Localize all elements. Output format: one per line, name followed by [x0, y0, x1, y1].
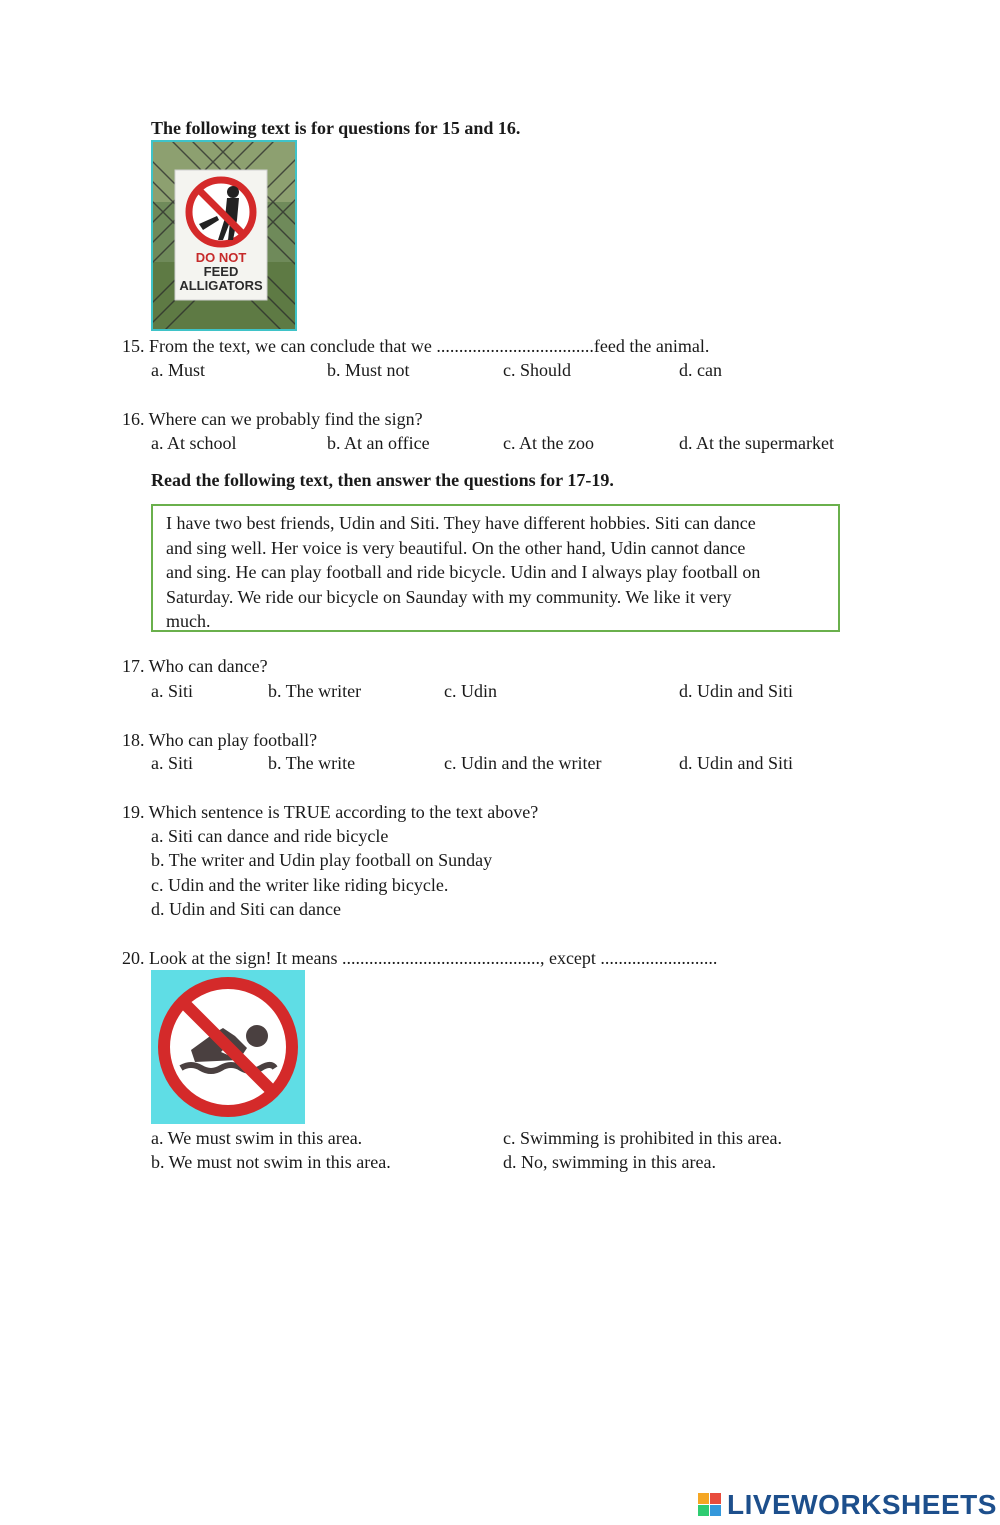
q17-option-b[interactable]: b. The writer [268, 681, 362, 701]
q20-option-c[interactable]: c. Swimming is prohibited in this area. [503, 1128, 782, 1148]
q19-option-c[interactable]: c. Udin and the writer like riding bicycle. [151, 875, 449, 895]
passage-line: much. [166, 611, 211, 631]
q17-option-c[interactable]: c. Udin [444, 681, 497, 701]
sign-line-1: DO NOT [195, 250, 247, 265]
q18-option-b[interactable]: b. The write [268, 753, 356, 773]
q19-option-b[interactable]: b. The writer and Udin play football on Sunday [151, 850, 493, 870]
q15-option-a[interactable]: a. Must [151, 360, 205, 380]
q19-option-d[interactable]: d. Udin and Siti can dance [151, 899, 341, 919]
question-17: 17. Who can dance? [122, 656, 268, 676]
q16-option-d[interactable]: d. At the supermarket [679, 433, 834, 453]
q15-option-b[interactable]: b. Must not [327, 360, 410, 380]
q19-option-a[interactable]: a. Siti can dance and ride bicycle [151, 826, 389, 846]
passage-line: and sing. He can play football and ride bicycle. Udin and I always play football on [166, 562, 761, 582]
q16-option-b[interactable]: b. At an office [327, 433, 430, 453]
question-16: 16. Where can we probably find the sign? [122, 409, 423, 429]
question-15: 15. From the text, we can conclude that we ...................................feed the animal. [122, 336, 710, 356]
q17-option-a[interactable]: a. Siti [151, 681, 194, 701]
q15-option-c[interactable]: c. Should [503, 360, 572, 380]
logo-text: LIVEWORKSHEETS [727, 1489, 997, 1520]
passage-line: and sing well. Her voice is very beautiful. On the other hand, Udin cannot dance [166, 538, 746, 558]
no-swimming-sign [151, 970, 305, 1124]
sign-line-3: ALLIGATORS [179, 278, 263, 293]
reading-passage-box [151, 504, 840, 632]
liveworksheets-logo[interactable] [697, 1489, 997, 1520]
no-feeding-sign-photo [151, 140, 297, 331]
q18-option-c[interactable]: c. Udin and the writer [444, 753, 602, 773]
section-heading-15-16: The following text is for questions for 15 and 16. [151, 118, 521, 138]
passage-line: Saturday. We ride our bicycle on Saunday with my community. We like it very [166, 587, 732, 607]
q16-option-c[interactable]: c. At the zoo [503, 433, 594, 453]
q20-option-b[interactable]: b. We must not swim in this area. [151, 1152, 391, 1172]
question-19: 19. Which sentence is TRUE according to the text above? [122, 802, 539, 822]
q15-option-d[interactable]: d. can [679, 360, 722, 380]
liveworksheets-logo-icon [697, 1490, 723, 1520]
sign-line-2: FEED [203, 264, 239, 279]
q17-option-d[interactable]: d. Udin and Siti [679, 681, 794, 701]
question-18: 18. Who can play football? [122, 730, 318, 750]
section-heading-17-19: Read the following text, then answer the questions for 17-19. [151, 470, 614, 490]
q20-option-d[interactable]: d. No, swimming in this area. [503, 1152, 716, 1172]
q18-option-d[interactable]: d. Udin and Siti [679, 753, 794, 773]
q16-option-a[interactable]: a. At school [151, 433, 237, 453]
q20-option-a[interactable]: a. We must swim in this area. [151, 1128, 363, 1148]
question-20: 20. Look at the sign! It means ............................................, except .......................... [122, 948, 718, 968]
q18-option-a[interactable]: a. Siti [151, 753, 194, 773]
passage-line: I have two best friends, Udin and Siti. They have different hobbies. Siti can dance [166, 513, 756, 533]
